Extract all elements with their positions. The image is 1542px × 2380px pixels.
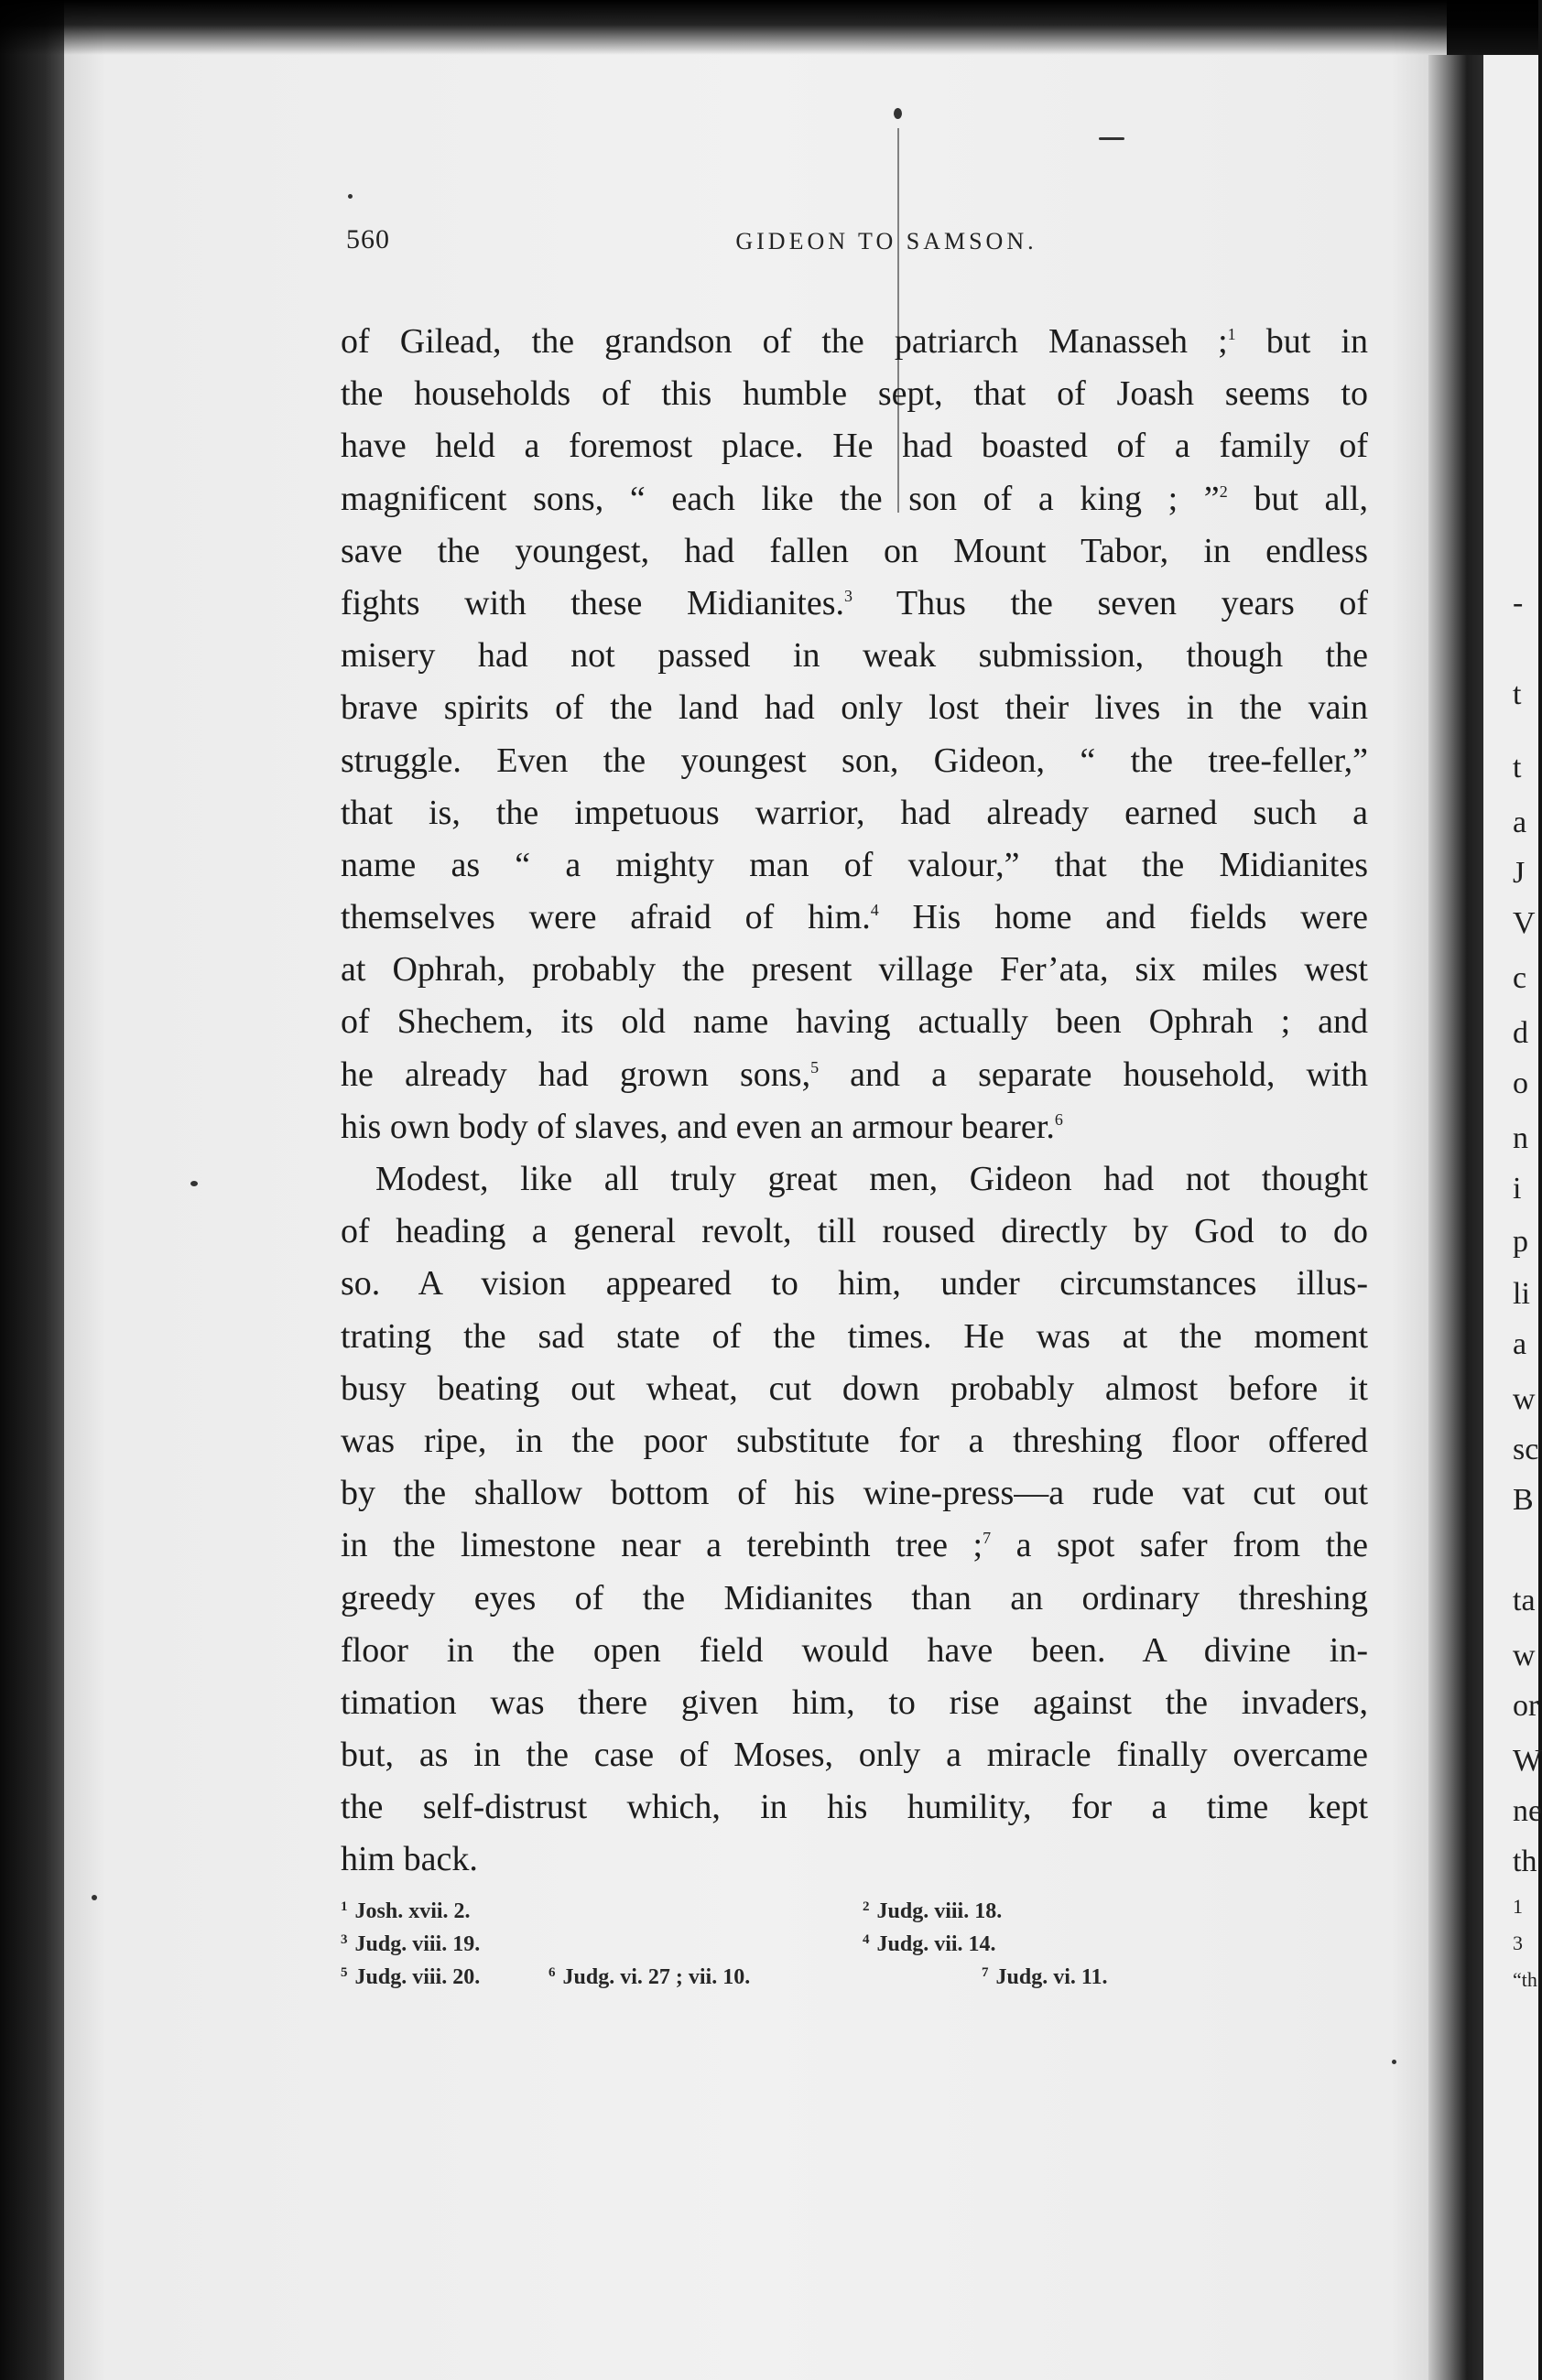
- line-text: him back.: [341, 1840, 478, 1879]
- running-head: [346, 224, 1372, 270]
- facing-page-letter: th: [1513, 1844, 1537, 1878]
- line-text-continued: His home and fields were: [878, 898, 1368, 937]
- facing-page-edge: [1483, 55, 1542, 2380]
- line-text: that is, the impetuous warrior, had already earned such a: [341, 793, 1368, 832]
- body-line: [341, 1520, 1368, 1572]
- body-line: [341, 1153, 1368, 1206]
- line-text: timation was there given him, to rise against the invaders,: [341, 1682, 1368, 1722]
- line-text: name as “ a mighty man of valour,” that the Midianites: [341, 845, 1368, 884]
- facing-page-letter: J: [1513, 856, 1526, 890]
- line-text: so. A vision appeared to him, under circumstances illus-: [341, 1264, 1368, 1304]
- body-line: [341, 1729, 1368, 1781]
- facing-page-letter: c: [1513, 961, 1527, 995]
- body-line: [341, 1311, 1368, 1363]
- line-text: trating the sad state of the times. He was at the moment: [341, 1316, 1368, 1356]
- page-number: 560: [346, 224, 390, 254]
- facing-page-letter: d: [1513, 1016, 1528, 1050]
- facing-page-letter: t: [1513, 751, 1522, 784]
- footnote-mark: 4: [863, 1932, 870, 1947]
- footnote-mark: 7: [982, 1965, 989, 1980]
- footnote-text: Judg. vii. 14.: [876, 1932, 996, 1956]
- facing-page-letter: V: [1513, 906, 1536, 940]
- running-title: GIDEON TO SAMSON.: [735, 228, 1037, 254]
- facing-page-letter: -: [1513, 586, 1524, 620]
- footnote: [863, 1899, 1002, 1924]
- line-text: the households of this humble sept, that of Joash seems to: [341, 374, 1368, 414]
- facing-page-letter: ta: [1513, 1584, 1536, 1617]
- gutter-shadow: [1428, 55, 1483, 2380]
- scan-speck: [894, 108, 902, 119]
- line-text-continued: but in: [1235, 322, 1368, 361]
- footnote: [982, 1965, 1108, 1990]
- body-line: [341, 944, 1368, 996]
- body-line: [341, 892, 1368, 944]
- scan-speck: [1099, 137, 1124, 140]
- line-text: was ripe, in the poor substitute for a threshing floor offered: [341, 1421, 1368, 1460]
- body-line: [341, 368, 1368, 420]
- facing-page-letter: p: [1513, 1225, 1528, 1259]
- footnote: [341, 1899, 471, 1924]
- body-line: [341, 1677, 1368, 1729]
- body-line: [341, 473, 1368, 525]
- facing-page-letter: w: [1513, 1382, 1536, 1416]
- body-line: [341, 1363, 1368, 1415]
- footnote-ref: 1: [1227, 325, 1236, 343]
- footnote-text: Judg. vi. 11.: [995, 1965, 1108, 1989]
- body-line: [341, 996, 1368, 1048]
- line-text: busy beating out wheat, cut down probably almost before it: [341, 1368, 1368, 1408]
- footnote-text: Judg. viii. 19.: [354, 1932, 481, 1956]
- line-text: his own body of slaves, and even an armour bearer.: [341, 1107, 1055, 1146]
- footnotes: [341, 1899, 1368, 2009]
- facing-page-letter: li: [1513, 1277, 1530, 1311]
- facing-page-letter: w: [1513, 1639, 1536, 1672]
- film-border-left: [0, 0, 64, 2380]
- line-text: magnificent sons, “ each like the son of a king ; ”: [341, 479, 1220, 518]
- scan-speck: [92, 1895, 97, 1900]
- body-line: [341, 1781, 1368, 1834]
- footnote-ref: 7: [983, 1529, 992, 1548]
- footnote-ref: 6: [1054, 1109, 1063, 1129]
- facing-page-letter: o: [1513, 1066, 1528, 1100]
- facing-page-letter: n: [1513, 1121, 1528, 1155]
- footnote-ref: 2: [1219, 481, 1228, 501]
- footnote: [548, 1965, 750, 1990]
- body-line: [341, 1258, 1368, 1310]
- line-text: Modest, like all truly great men, Gideon had not thought: [375, 1160, 1368, 1198]
- footnote-mark: 2: [863, 1899, 870, 1914]
- body-line: [341, 630, 1368, 682]
- line-text: struggle. Even the youngest son, Gideon, “ the tree-feller,”: [341, 741, 1368, 780]
- facing-page-letter: i: [1513, 1172, 1522, 1206]
- line-text-continued: Thus the seven years of: [852, 583, 1368, 622]
- body-line: [341, 735, 1368, 787]
- line-text: fights with these Midianites.: [341, 583, 844, 622]
- line-text-continued: but all,: [1227, 479, 1368, 518]
- body-text: [341, 316, 1368, 1887]
- film-border-top: [0, 0, 1538, 55]
- body-line: [341, 1834, 1368, 1886]
- body-line: [341, 525, 1368, 578]
- line-text: at Ophrah, probably the present village Fer’ata, six miles west: [341, 950, 1368, 990]
- facing-page-letter: W: [1513, 1744, 1542, 1778]
- line-text: of Gilead, the grandson of the patriarch Manasseh ;: [341, 322, 1228, 361]
- facing-page-letter: B: [1513, 1483, 1534, 1517]
- facing-page-letter: a: [1513, 806, 1527, 839]
- footnote-text: Judg. viii. 20.: [354, 1965, 481, 1989]
- footnote-mark: 3: [341, 1932, 348, 1947]
- footnote-text: Judg. vi. 27 ; vii. 10.: [562, 1965, 751, 1989]
- scan-speck: [190, 1181, 198, 1186]
- line-text: themselves were afraid of him.: [341, 898, 871, 937]
- facing-page-fragments: [1483, 55, 1542, 2380]
- body-line: [341, 682, 1368, 734]
- facing-page-letter: 1: [1513, 1895, 1523, 1918]
- facing-page-letter: or: [1513, 1689, 1539, 1723]
- facing-page-letter: a: [1513, 1327, 1527, 1361]
- body-line: [341, 1101, 1368, 1153]
- line-text: of Shechem, its old name having actually been Ophrah ; and: [341, 1002, 1368, 1042]
- footnote: [341, 1965, 480, 1990]
- body-line: [341, 420, 1368, 472]
- line-text: greedy eyes of the Midianites than an ordinary threshing: [341, 1578, 1368, 1617]
- scan-speck: [1392, 2060, 1396, 2064]
- line-text-continued: a spot safer from the: [991, 1526, 1369, 1565]
- body-line: [341, 839, 1368, 892]
- body-line: [341, 578, 1368, 630]
- body-line: [341, 316, 1368, 368]
- body-line: [341, 1573, 1368, 1625]
- line-text-continued: and a separate household, with: [819, 1055, 1368, 1094]
- line-text: have held a foremost place. He had boasted of a family of: [341, 427, 1368, 466]
- footnote-ref: 5: [810, 1057, 820, 1076]
- body-line: [341, 1049, 1368, 1101]
- facing-page-letter: “th: [1513, 1968, 1537, 1991]
- scan-speck: [348, 194, 353, 199]
- footnote-ref: 4: [870, 901, 879, 920]
- facing-page-letter: t: [1513, 677, 1522, 711]
- line-text: misery had not passed in weak submission, though the: [341, 636, 1368, 676]
- line-text: he already had grown sons,: [341, 1055, 811, 1094]
- facing-page-letter: ne: [1513, 1794, 1542, 1828]
- line-text: floor in the open field would have been. A divine in-: [341, 1630, 1368, 1670]
- footnote-mark: 6: [548, 1965, 556, 1980]
- footnote-mark: 5: [341, 1965, 348, 1980]
- footnote-mark: 1: [341, 1899, 348, 1914]
- line-text: but, as in the case of Moses, only a miracle finally overcame: [341, 1736, 1368, 1775]
- body-line: [341, 1415, 1368, 1467]
- footnote: [863, 1932, 996, 1957]
- line-text: of heading a general revolt, till roused directly by God to do: [341, 1212, 1368, 1251]
- line-text: the self-distrust which, in his humility, for a time kept: [341, 1788, 1368, 1827]
- facing-page-letter: sc: [1513, 1433, 1539, 1466]
- line-text: in the limestone near a terebinth tree ;: [341, 1526, 983, 1565]
- footnote: [341, 1932, 480, 1957]
- body-line: [341, 1625, 1368, 1677]
- footnote-text: Josh. xvii. 2.: [354, 1899, 471, 1923]
- footnote-ref: 3: [843, 586, 852, 605]
- line-text: by the shallow bottom of his wine-press—a rude vat cut out: [341, 1474, 1368, 1513]
- facing-page-letter: 3: [1513, 1931, 1523, 1954]
- body-line: [341, 787, 1368, 839]
- footnote-text: Judg. viii. 18.: [876, 1899, 1003, 1923]
- line-text: brave spirits of the land had only lost their lives in the vain: [341, 688, 1368, 728]
- body-line: [341, 1467, 1368, 1520]
- line-text: save the youngest, had fallen on Mount Tabor, in endless: [341, 531, 1368, 570]
- body-line: [341, 1206, 1368, 1258]
